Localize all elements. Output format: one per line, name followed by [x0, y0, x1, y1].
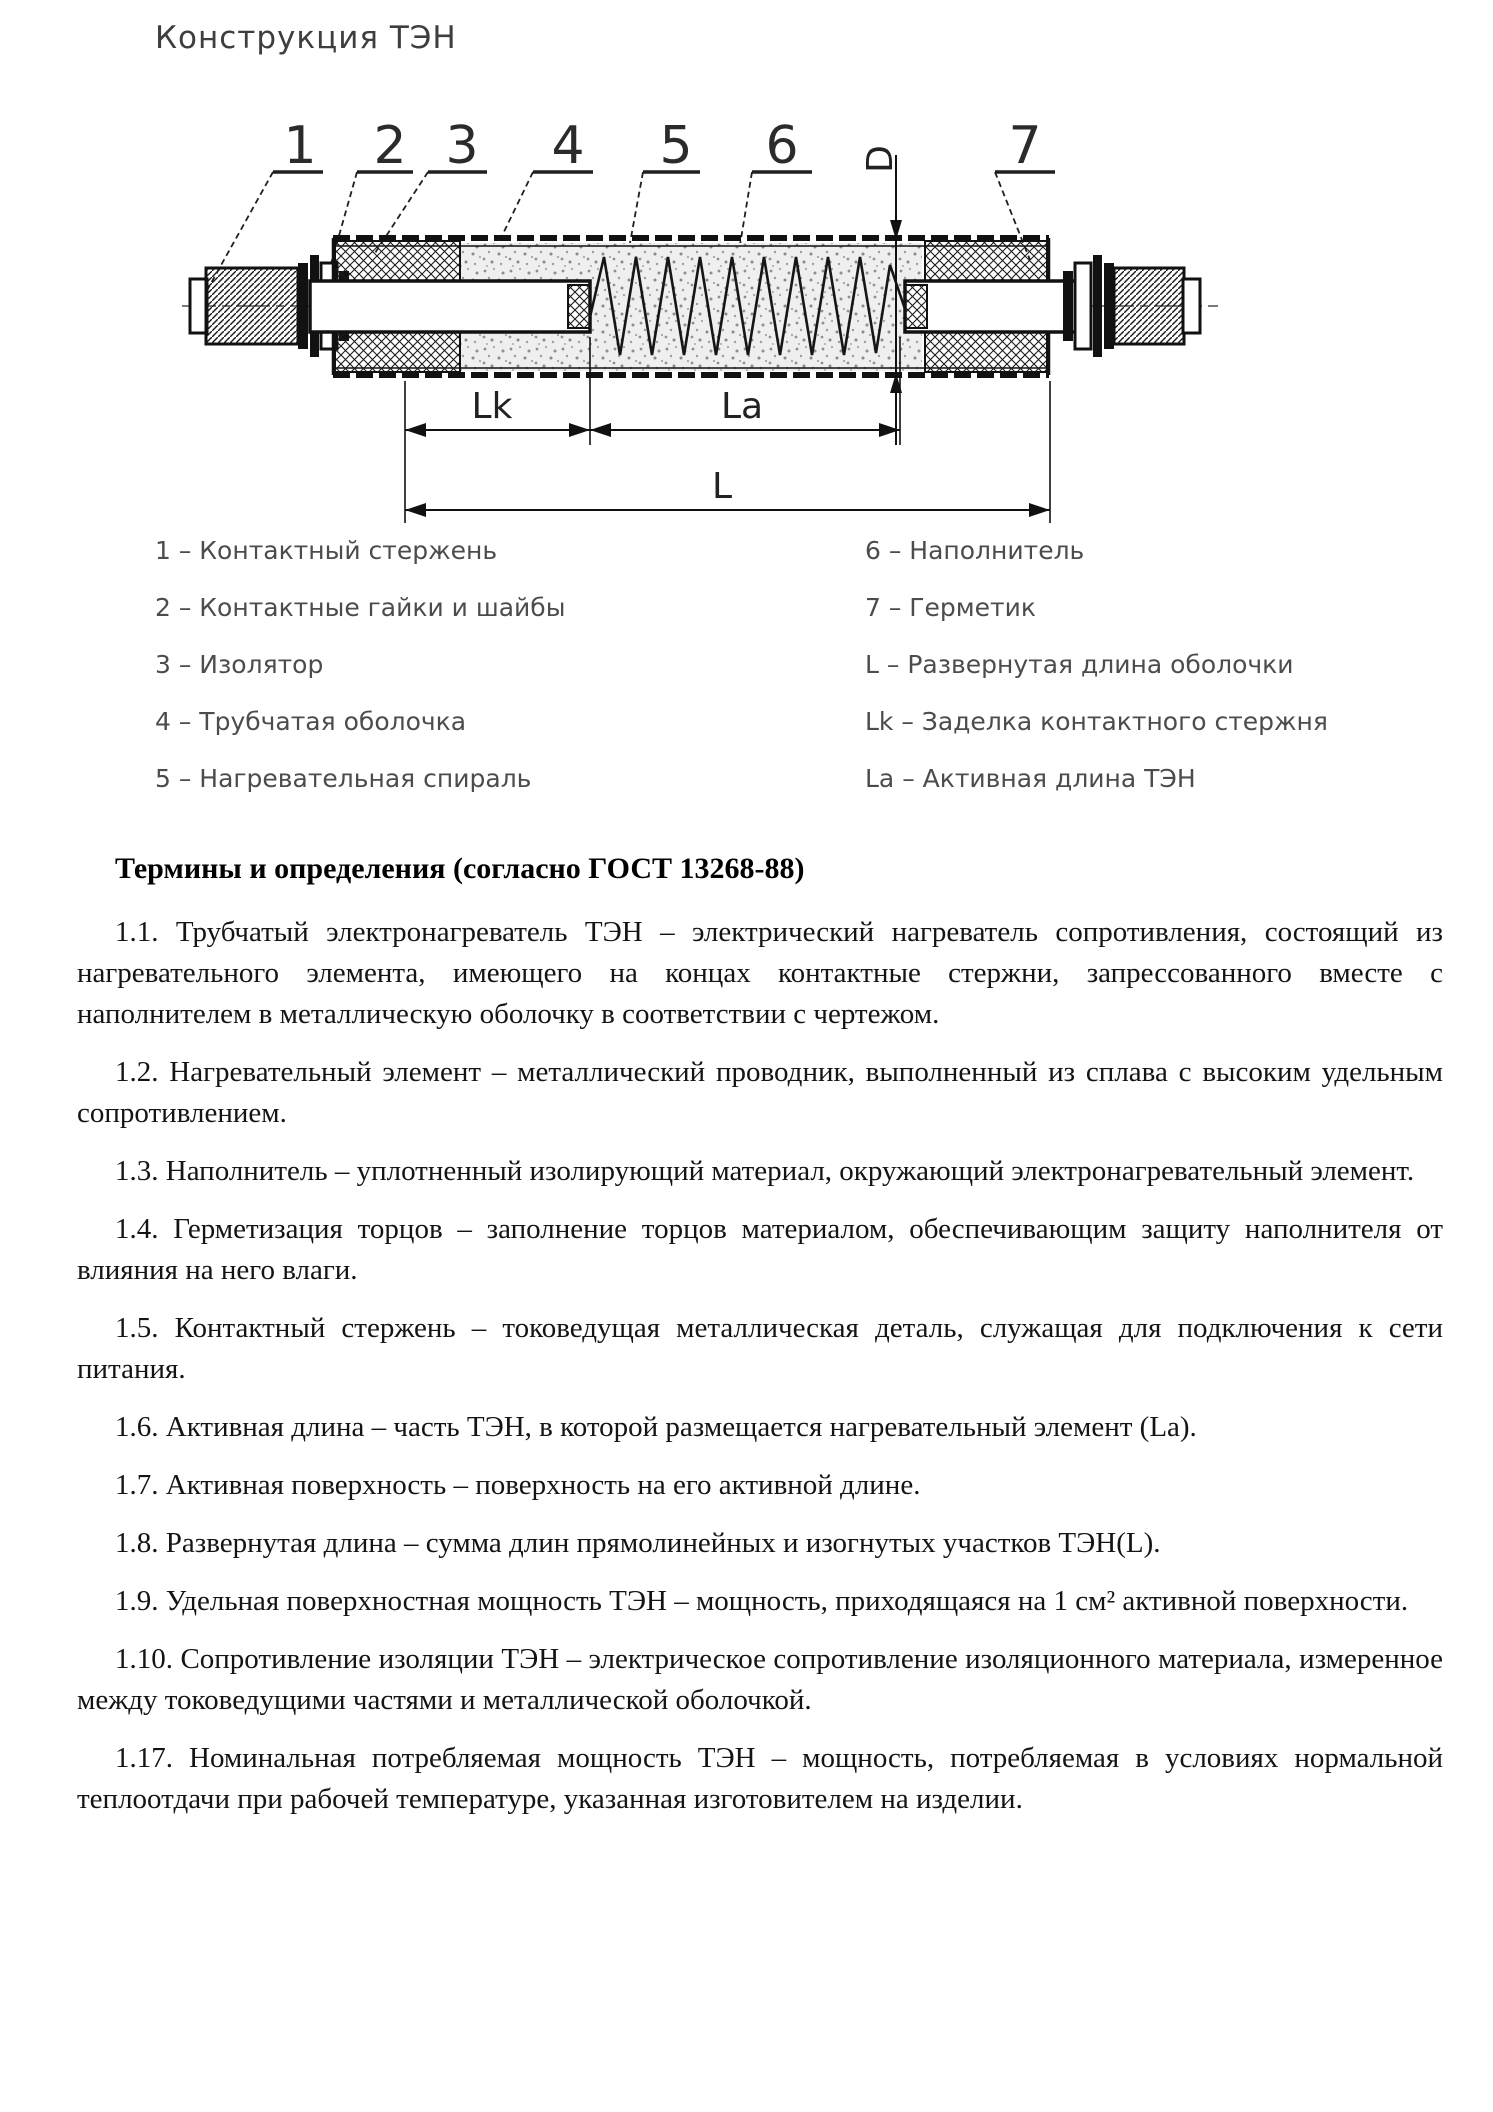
page-title: Конструкция ТЭН: [155, 20, 457, 56]
callout-5: 5: [659, 116, 693, 176]
legend-item-2: 2 – Контактные гайки и шайбы: [155, 593, 566, 622]
legend-item-1: 1 – Контактный стержень: [155, 536, 498, 565]
callout-4: 4: [551, 116, 585, 176]
legend-item-La: La – Активная длина ТЭН: [865, 764, 1196, 793]
legend-item-3: 3 – Изолятор: [155, 650, 324, 679]
legend-item-5: 5 – Нагревательная спираль: [155, 764, 532, 793]
term-1-8: 1.8. Развернутая длина – сумма длин прямолинейных и изогнутых участков ТЭН(L).: [115, 1527, 1161, 1559]
term-1-3: 1.3. Наполнитель – уплотненный изолирующий материал, окружающий электронагревательный элемент.: [115, 1155, 1415, 1187]
term-1-9: 1.9. Удельная поверхностная мощность ТЭН – мощность, приходящаяся на 1 см² активной поверхности.: [115, 1585, 1409, 1617]
terms-heading: Термины и определения (согласно ГОСТ 13268-88): [115, 852, 805, 885]
legend-column-right: [865, 522, 1328, 807]
legend-item-6: 6 – Наполнитель: [865, 536, 1085, 565]
term-1-1: 1.1. Трубчатый электронагреватель ТЭН – электрический нагреватель сопротивления, состоящий из нагревательного элемента, имеющего на концах контактные стержни, запрессованного вместе с наполнителем в металлическую оболочку в соответствии с чертежом.: [77, 916, 1443, 1030]
callout-numbers: [283, 116, 1041, 176]
diameter-label: D: [860, 145, 901, 173]
right-contact-nuts: [1063, 255, 1114, 357]
term-1-7: 1.7. Активная поверхность – поверхность на его активной длине.: [115, 1469, 921, 1501]
callout-2: 2: [373, 116, 407, 176]
ten-drawing-svg: [170, 85, 1230, 525]
term-1-2: 1.2. Нагревательный элемент – металлический проводник, выполненный из сплава с высоким удельным сопротивлением.: [77, 1056, 1443, 1129]
ten-construction-drawing: [170, 85, 1230, 525]
term-1-6: 1.6. Активная длина – часть ТЭН, в которой размещается нагревательный элемент (La).: [115, 1411, 1197, 1443]
term-1-17: 1.17. Номинальная потребляемая мощность ТЭН – мощность, потребляемая в условиях нормальной теплоотдачи при рабочей температуре, указанная изготовителем на изделии.: [77, 1742, 1443, 1815]
terms-section: [77, 852, 1443, 1837]
term-1-4: 1.4. Герметизация торцов – заполнение торцов материалом, обеспечивающим защиту наполнителя от влияния на него влаги.: [77, 1213, 1443, 1286]
legend-item-7: 7 – Герметик: [865, 593, 1036, 622]
callout-6: 6: [765, 116, 799, 176]
dim-label-l: L: [711, 466, 733, 507]
legend-item-4: 4 – Трубчатая оболочка: [155, 707, 467, 736]
term-1-10: 1.10. Сопротивление изоляции ТЭН – электрическое сопротивление изоляционного материала, измеренное между токоведущими частями и металлической оболочкой.: [77, 1643, 1443, 1716]
right-contact-rod: [1114, 268, 1200, 344]
term-1-5: 1.5. Контактный стержень – токоведущая металлическая деталь, служащая для подключения к сети питания.: [77, 1312, 1443, 1385]
legend-item-L: L – Развернутая длина оболочки: [865, 650, 1294, 679]
legend-item-Lk: Lk – Заделка контактного стержня: [865, 707, 1328, 736]
legend-column-left: [155, 522, 565, 807]
callout-7: 7: [1008, 116, 1042, 176]
dim-label-lk: Lk: [471, 386, 513, 427]
callout-3: 3: [445, 116, 479, 176]
dim-label-la: La: [720, 386, 764, 427]
left-contact-rod: [190, 268, 298, 344]
callout-1: 1: [283, 116, 317, 176]
